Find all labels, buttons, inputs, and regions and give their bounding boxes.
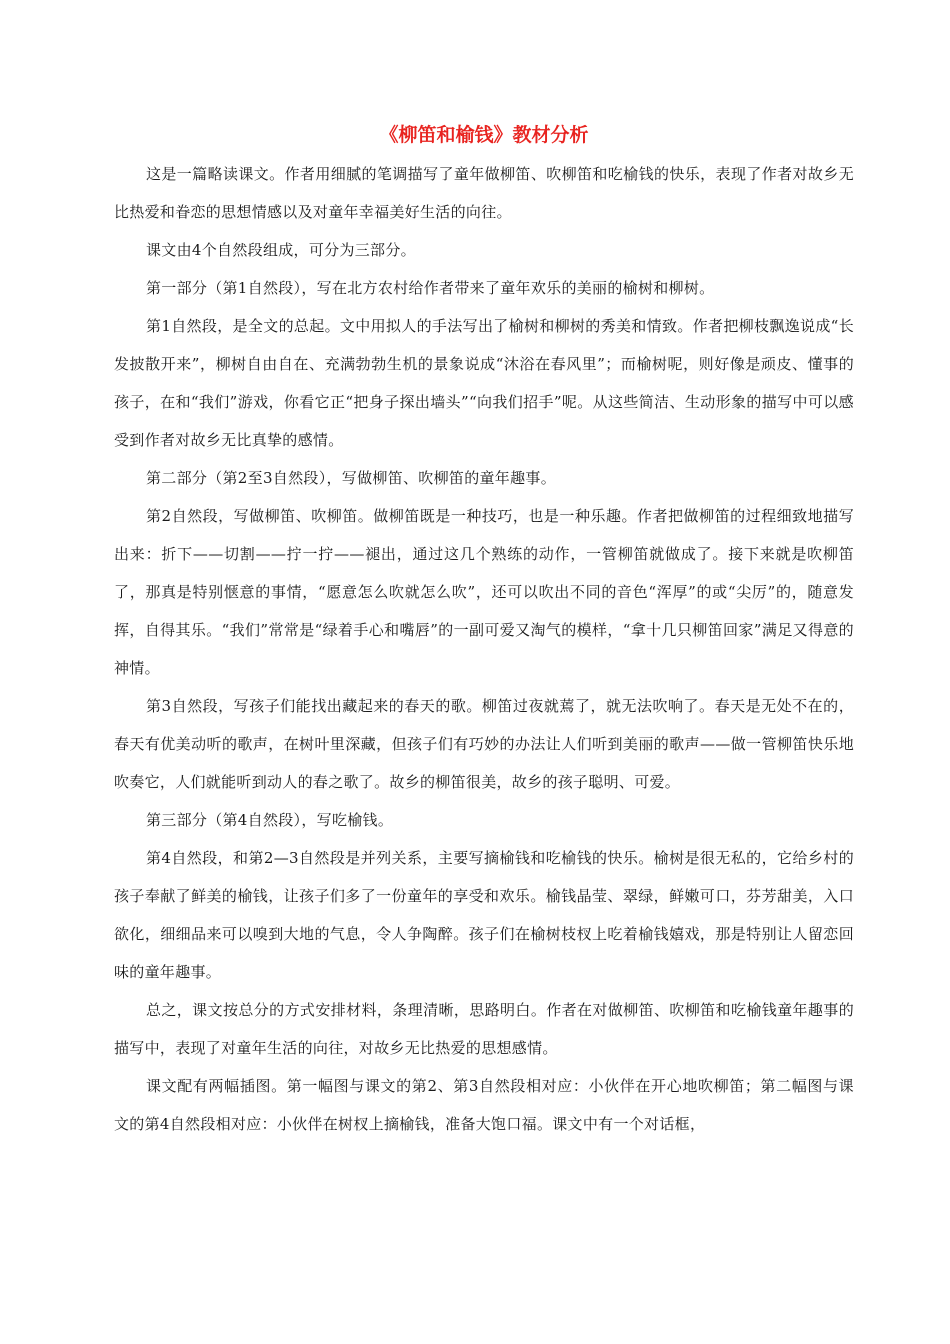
- paragraph-illustrations: 课文配有两幅插图。第一幅图与课文的第2、第3自然段相对应：小伙伴在开心地吹柳笛；第二幅图与课文的第4自然段相对应：小伙伴在树杈上摘榆钱，准备大饱口福。课文中有一个对话框，: [114, 1077, 854, 1133]
- paragraph-part-three-heading: 第三部分（第4自然段），写吃榆钱。: [146, 811, 394, 829]
- paragraph-structure: 课文由4个自然段组成，可分为三部分。: [146, 241, 416, 259]
- paragraph-summary: 总之，课文按总分的方式安排材料，条理清晰，思路明白。作者在对做柳笛、吹柳笛和吃榆钱童年趣事的描写中，表现了对童年生活的向往，对故乡无比热爱的思想感情。: [114, 1001, 854, 1057]
- paragraph-section-3: 第3自然段，写孩子们能找出藏起来的春天的歌。柳笛过夜就蔫了，就无法吹响了。春天是无处不在的，春天有优美动听的歌声，在树叶里深藏，但孩子们有巧妙的办法让人们听到美丽的歌声——做一管柳笛快乐地吹奏它，人们就能听到动人的春之歌了。故乡的柳笛很美，故乡的孩子聪明、可爱。: [114, 697, 854, 791]
- paragraph-section-2: 第2自然段，写做柳笛、吹柳笛。做柳笛既是一种技巧，也是一种乐趣。作者把做柳笛的过程细致地描写出来：折下——切割——拧一拧——褪出，通过这几个熟练的动作，一管柳笛就做成了。接下来就是吹柳笛了，那真是特别惬意的事情，“愿意怎么吹就怎么吹”，还可以吹出不同的音色“浑厚”的或“尖厉”的，随意发挥，自得其乐。“我们”常常是“绿着手心和嘴唇”的一副可爱又淘气的模样，“拿十几只柳笛回家”满足又得意的神情。: [114, 507, 854, 677]
- paragraph-intro: 这是一篇略读课文。作者用细腻的笔调描写了童年做柳笛、吹柳笛和吃榆钱的快乐，表现了作者对故乡无比热爱和眷恋的思想情感以及对童年幸福美好生活的向往。: [114, 165, 854, 221]
- paragraph-part-two-heading: 第二部分（第2至3自然段），写做柳笛、吹柳笛的童年趣事。: [146, 469, 556, 487]
- document-title: 《柳笛和榆钱》教材分析: [379, 124, 589, 146]
- paragraph-part-one-heading: 第一部分（第1自然段），写在北方农村给作者带来了童年欢乐的美丽的榆树和柳树。: [146, 279, 715, 297]
- paragraph-section-1: 第1自然段，是全文的总起。文中用拟人的手法写出了榆树和柳树的秀美和情致。作者把柳枝飘逸说成“长发披散开来”，柳树自由自在、充满勃勃生机的景象说成“沐浴在春风里”；而榆树呢，则好像是顽皮、懂事的孩子，在和“我们”游戏，你看它正“把身子探出墙头”“向我们招手”呢。从这些简洁、生动形象的描写中可以感受到作者对故乡无比真挚的感情。: [114, 317, 854, 449]
- paragraph-section-4: 第4自然段，和第2—3自然段是并列关系，主要写摘榆钱和吃榆钱的快乐。榆树是很无私的，它给乡村的孩子奉献了鲜美的榆钱，让孩子们多了一份童年的享受和欢乐。榆钱晶莹、翠绿，鲜嫩可口，芬芳甜美，入口欲化，细细品来可以嗅到大地的气息，令人争陶醉。孩子们在榆树枝杈上吃着榆钱嬉戏，那是特别让人留恋回味的童年趣事。: [114, 849, 854, 981]
